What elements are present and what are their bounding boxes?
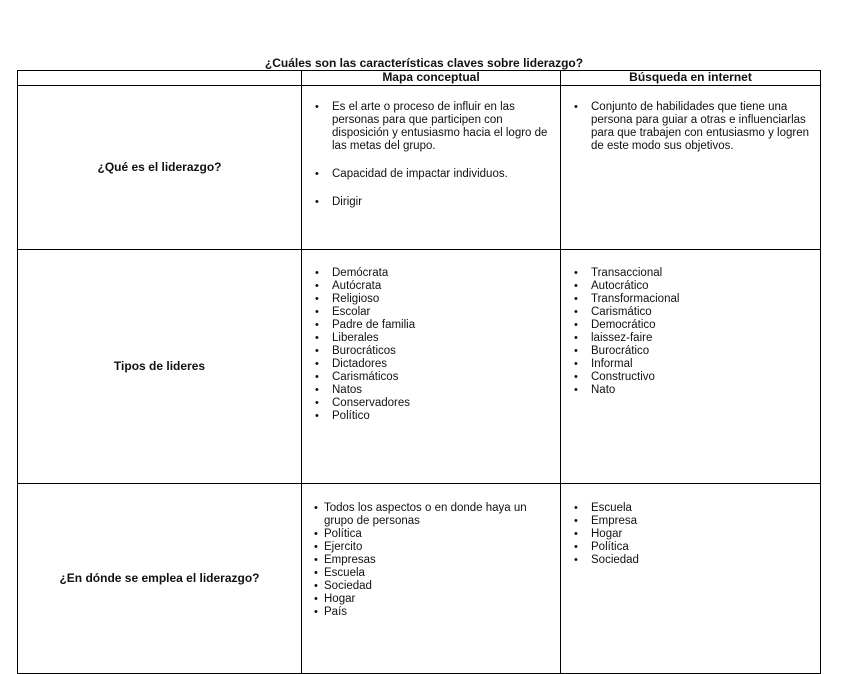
- bullet-list: [570, 101, 812, 153]
- row-label-que-es: ¿Qué es el liderazgo?: [18, 86, 302, 250]
- list-item: • Todos los aspectos o en donde haya un grupo de personas: [311, 502, 552, 528]
- list-item: • Política: [311, 528, 552, 541]
- list-item: • Nato: [570, 384, 812, 397]
- list-item: • Sociedad: [570, 554, 812, 567]
- list-item: • Dirigir: [311, 196, 552, 209]
- list-item: • País: [311, 606, 552, 619]
- list-item: • Religioso: [311, 293, 552, 306]
- list-item: • Sociedad: [311, 580, 552, 593]
- list-item: • Carismático: [570, 306, 812, 319]
- document-title: ¿Cuáles son las características claves sobre liderazgo?: [264, 56, 584, 70]
- bullet-list: [311, 502, 552, 619]
- list-item: • Política: [570, 541, 812, 554]
- characteristics-table: [17, 70, 821, 674]
- list-item: • Capacidad de impactar individuos.: [311, 168, 552, 181]
- table-row: [18, 484, 821, 674]
- list-item: • Escuela: [570, 502, 812, 515]
- list-item: • Burocrático: [570, 345, 812, 358]
- table-header-row: [18, 71, 821, 86]
- list-item: • Político: [311, 410, 552, 423]
- list-item: • Transformacional: [570, 293, 812, 306]
- list-item: • laissez-faire: [570, 332, 812, 345]
- cell-busqueda-tipos: [561, 250, 821, 484]
- bullet-list: [570, 502, 812, 567]
- row-label-donde: ¿En dónde se emplea el liderazgo?: [18, 484, 302, 674]
- header-mapa-conceptual: Mapa conceptual: [302, 71, 561, 86]
- list-item: • Empresa: [570, 515, 812, 528]
- cell-mapa-que-es: [302, 86, 561, 250]
- header-busqueda-internet: Búsqueda en internet: [561, 71, 821, 86]
- cell-mapa-donde: [302, 484, 561, 674]
- header-empty: [18, 71, 302, 86]
- list-item: • Empresas: [311, 554, 552, 567]
- list-item: • Democrático: [570, 319, 812, 332]
- list-item: • Padre de familia: [311, 319, 552, 332]
- list-item: • Dictadores: [311, 358, 552, 371]
- table-row: [18, 86, 821, 250]
- list-item: • Demócrata: [311, 267, 552, 280]
- list-item: • Autócrata: [311, 280, 552, 293]
- list-item: • Constructivo: [570, 371, 812, 384]
- list-item: • Conjunto de habilidades que tiene una persona para guiar a otras e influenciarlas para que trabajen con entusiasmo y logren de este modo sus objetivos.: [570, 101, 812, 153]
- list-item: • Es el arte o proceso de influir en las personas para que participen con disposición y entusiasmo hacia el logro de las metas del grupo.: [311, 101, 552, 153]
- list-item: • Escolar: [311, 306, 552, 319]
- list-item: • Hogar: [570, 528, 812, 541]
- bullet-list: [311, 267, 552, 423]
- bullet-list: [570, 267, 812, 397]
- list-item: • Liberales: [311, 332, 552, 345]
- list-item: • Carismáticos: [311, 371, 552, 384]
- list-item: • Natos: [311, 384, 552, 397]
- cell-mapa-tipos: [302, 250, 561, 484]
- list-item: • Informal: [570, 358, 812, 371]
- list-item: • Escuela: [311, 567, 552, 580]
- list-item: • Autocrático: [570, 280, 812, 293]
- list-item: • Transaccional: [570, 267, 812, 280]
- cell-busqueda-donde: [561, 484, 821, 674]
- bullet-list: [311, 101, 552, 209]
- list-item: • Burocráticos: [311, 345, 552, 358]
- list-item: • Hogar: [311, 593, 552, 606]
- list-item: • Conservadores: [311, 397, 552, 410]
- cell-busqueda-que-es: [561, 86, 821, 250]
- table-row: [18, 250, 821, 484]
- row-label-tipos: Tipos de lideres: [18, 250, 302, 484]
- list-item: • Ejercito: [311, 541, 552, 554]
